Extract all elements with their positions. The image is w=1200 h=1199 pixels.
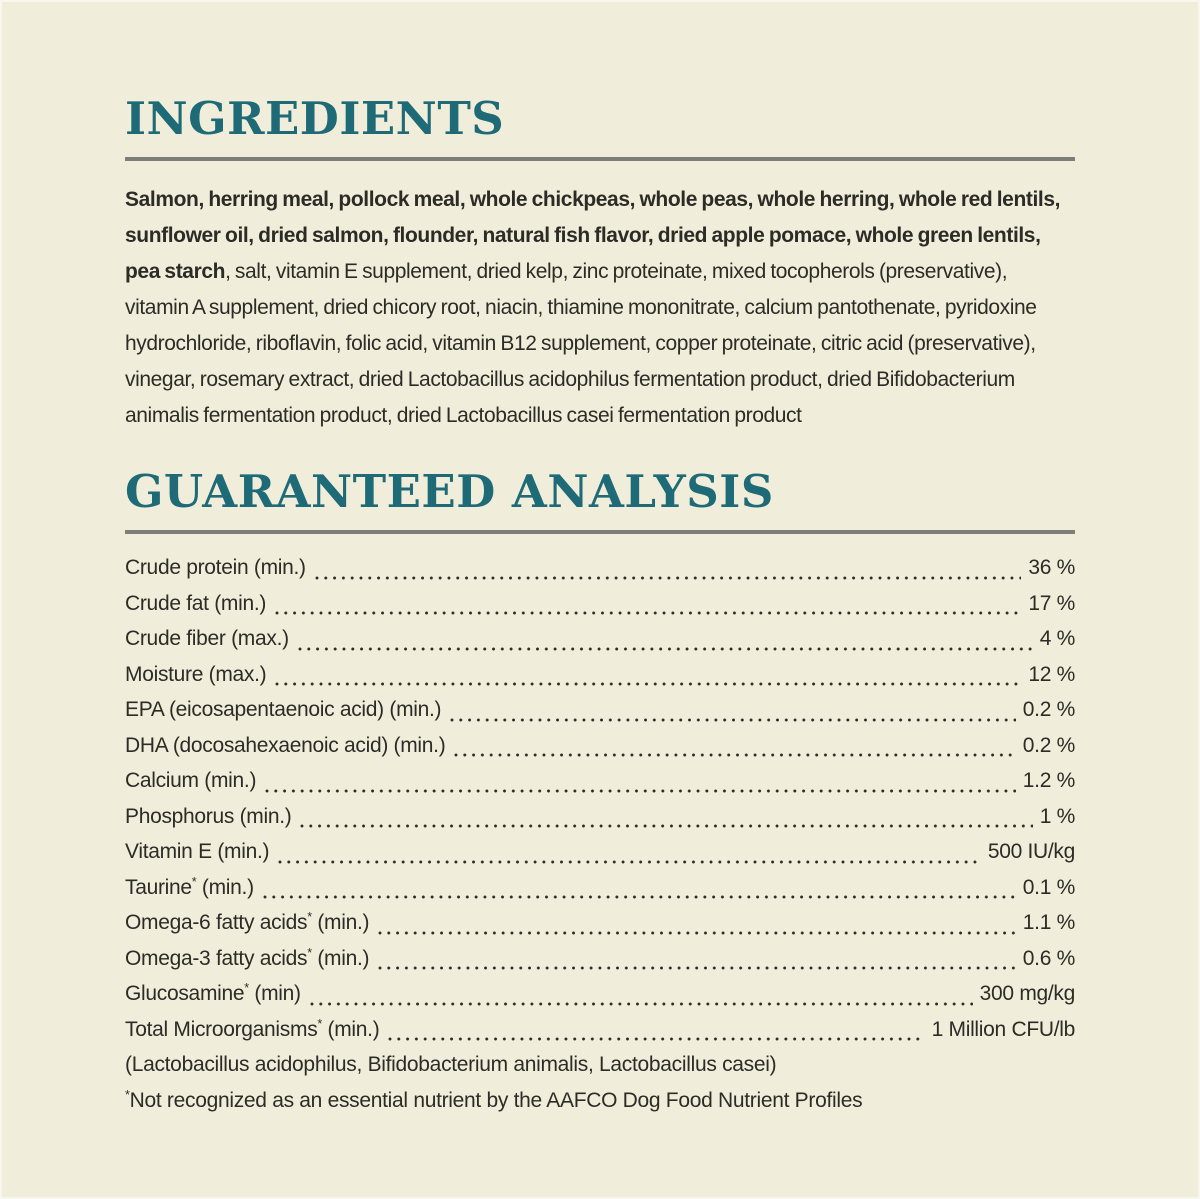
analysis-row-label: Moisture (max.) bbox=[125, 662, 267, 686]
analysis-row bbox=[125, 870, 1075, 906]
analysis-row bbox=[125, 799, 1075, 835]
analysis-row bbox=[125, 1012, 1075, 1048]
analysis-row-label: Vitamin E (min.) bbox=[125, 840, 270, 863]
analysis-row bbox=[125, 657, 1075, 693]
analysis-row bbox=[125, 941, 1075, 977]
ingredients-secondary-list: , salt, vitamin E supplement, dried kelp, zinc proteinate, mixed tocopherols (preservative), vitamin A supplement, dried chicory root, niacin, thiamine mononitrate, calcium pantothenate, pyridoxine hydrochloride, riboflavin, folic acid, vitamin B12 supplement, copper proteinate, citric acid (preservative), vinegar, rosemary extract, dried Lactobacillus acidophilus fermentation product, dried Bifidobacterium animalis fermentation product, dried Lactobacillus casei fermentation product bbox=[125, 260, 1037, 427]
analysis-row-value: 0.6 % bbox=[1022, 946, 1075, 970]
dot-leader bbox=[378, 966, 1016, 970]
microorganisms-list: (Lactobacillus acidophilus, Bifidobacterium animalis, Lactobacillus casei) bbox=[125, 1053, 777, 1076]
guaranteed-analysis-title: GUARANTEED ANALYSIS bbox=[125, 465, 774, 518]
dot-leader bbox=[278, 860, 981, 864]
analysis-row-value: 17 % bbox=[1028, 591, 1075, 615]
dot-leader bbox=[263, 895, 1016, 899]
analysis-row-value: 12 % bbox=[1028, 662, 1075, 686]
analysis-row bbox=[125, 834, 1075, 870]
dot-leader bbox=[454, 753, 1015, 757]
ingredients-main-list: Salmon, herring meal, pollock meal, whole chickpeas, whole peas, whole herring, whole red lentils, sunflower oil, dried salmon, flounder, natural fish flavor, dried apple pomace, whole green lentils, pea starch bbox=[125, 188, 1061, 283]
analysis-row-label: Crude fiber (max.) bbox=[125, 627, 289, 650]
analysis-row bbox=[125, 905, 1075, 941]
dot-leader bbox=[315, 576, 1022, 580]
analysis-row bbox=[125, 692, 1075, 728]
dot-leader bbox=[275, 611, 1021, 615]
analysis-row bbox=[125, 550, 1075, 586]
ingredients-text bbox=[125, 182, 1075, 434]
analysis-row-label: Calcium (min.) bbox=[125, 769, 257, 792]
guaranteed-analysis-section bbox=[125, 467, 1075, 1118]
dot-leader bbox=[450, 718, 1016, 722]
analysis-row-value: 1.1 % bbox=[1022, 911, 1075, 934]
analysis-row-label: EPA (eicosapentaenoic acid) (min.) bbox=[125, 698, 442, 721]
analysis-row-label: Glucosamine* (min) bbox=[125, 981, 301, 1005]
analysis-row-label: Taurine* (min.) bbox=[125, 874, 254, 899]
dot-leader bbox=[388, 1037, 924, 1041]
ingredients-title: INGREDIENTS bbox=[125, 92, 505, 145]
analysis-row-value: 4 % bbox=[1039, 627, 1075, 650]
analysis-row-value: 1 % bbox=[1039, 804, 1075, 828]
analysis-row bbox=[125, 728, 1075, 764]
dot-leader bbox=[298, 647, 1033, 651]
ingredients-divider bbox=[125, 157, 1075, 161]
analysis-row-value: 500 IU/kg bbox=[987, 840, 1075, 863]
analysis-row-label: Total Microorganisms* (min.) bbox=[125, 1016, 380, 1041]
analysis-table bbox=[125, 550, 1075, 1047]
dot-leader bbox=[265, 789, 1016, 793]
dot-leader bbox=[310, 1002, 973, 1006]
analysis-row-label: Omega-3 fatty acids* (min.) bbox=[125, 945, 370, 970]
analysis-row-label: Crude protein (min.) bbox=[125, 556, 306, 579]
aafco-disclaimer: *Not recognized as an essential nutrient by the AAFCO Dog Food Nutrient Profiles bbox=[125, 1087, 863, 1112]
analysis-row-value: 36 % bbox=[1028, 556, 1075, 579]
analysis-row-value: 0.1 % bbox=[1022, 875, 1075, 899]
ingredients-section bbox=[125, 94, 1075, 434]
analysis-row-label: Crude fat (min.) bbox=[125, 591, 267, 615]
dot-leader bbox=[275, 682, 1021, 686]
analysis-row-value: 1.2 % bbox=[1022, 769, 1075, 792]
analysis-row bbox=[125, 763, 1075, 799]
analysis-row-value: 300 mg/kg bbox=[979, 982, 1075, 1005]
analysis-row-value: 0.2 % bbox=[1022, 698, 1075, 721]
dot-leader bbox=[378, 931, 1016, 935]
analysis-row bbox=[125, 976, 1075, 1012]
analysis-row-label: Omega-6 fatty acids* (min.) bbox=[125, 910, 370, 934]
analysis-row-label: DHA (docosahexaenoic acid) (min.) bbox=[125, 733, 446, 757]
analysis-row bbox=[125, 621, 1075, 657]
analysis-row-value: 0.2 % bbox=[1022, 733, 1075, 757]
analysis-row-label: Phosphorus (min.) bbox=[125, 804, 292, 828]
analysis-row-value: 1 Million CFU/lb bbox=[931, 1017, 1075, 1041]
dot-leader bbox=[300, 824, 1032, 828]
analysis-row bbox=[125, 586, 1075, 622]
guaranteed-analysis-divider bbox=[125, 530, 1075, 534]
